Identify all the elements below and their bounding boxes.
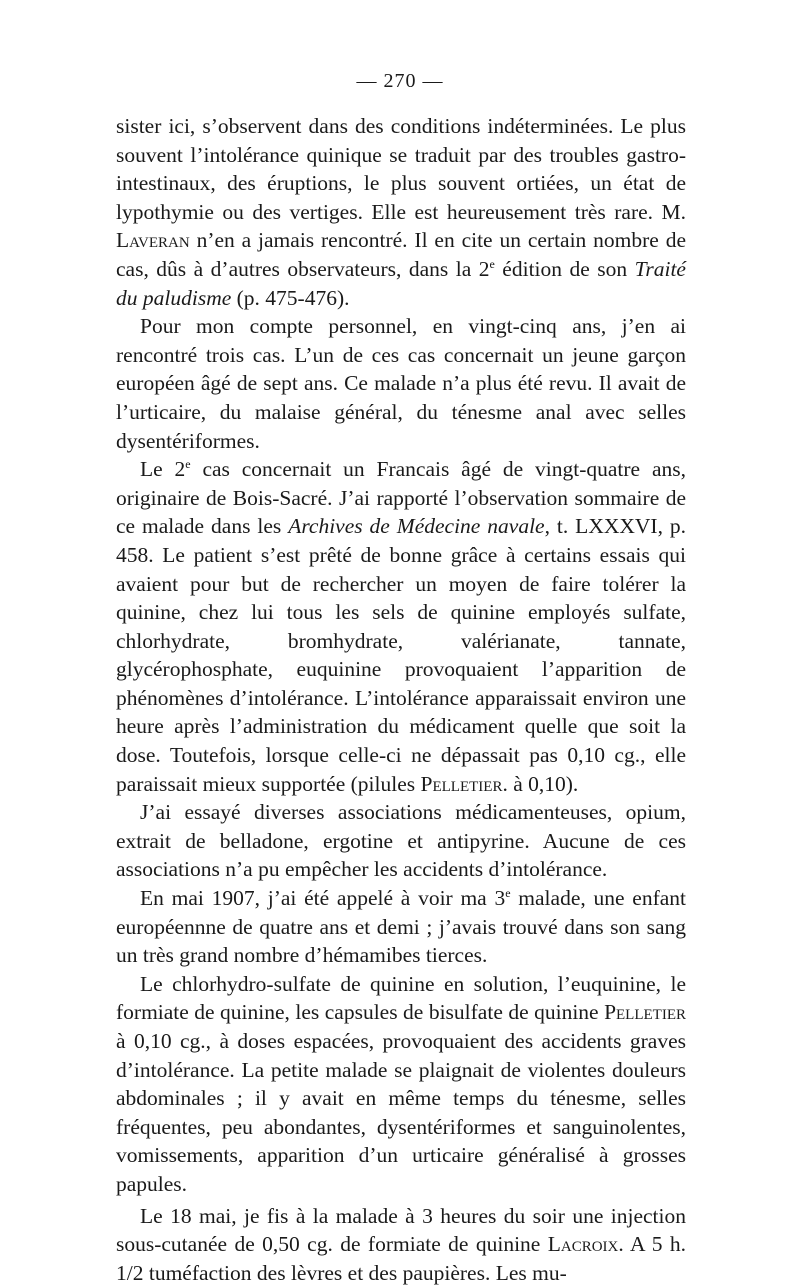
italic-text: Archives de Médecine navale <box>288 514 545 539</box>
author-name: Pelletier <box>604 1000 686 1025</box>
paragraph <box>116 1202 686 1287</box>
paragraph <box>116 455 686 798</box>
paragraph <box>116 884 686 970</box>
text-run: , t. LXXXVI, p. 458. Le patient s’est prêté de bonne grâce à certains essais qui avaient pour but de rechercher un moyen de faire tolérer la quinine, chez lui tous les sels de quinine employés sulfate, chlorhydrate, bromhydrate, valérianate, tannate, glycérophosphate, euquinine provoquaient l’apparition de phénomènes d’intolérance. L’intolérance apparaissait environ une heure après l’administration du médicament quelle que soit la dose. Toutefois, lorsque celle-ci ne dépassait pas 0,10 cg., elle paraissait mieux supportée (pilules <box>116 514 687 796</box>
page-number: — 270 — <box>356 70 444 92</box>
text-run: à 0,10 cg., à doses espacées, provoquaient des accidents graves d’intolérance. La petite malade se plaignait de violentes douleurs abdominales ; il y avait en même temps du ténesme, selles fréquentes, peu abondantes, dysentériformes et sanguinolentes, vomissements, apparition d’un urticaire généralisé à grosses papules. <box>116 1029 686 1196</box>
author-name: Lacroix <box>547 1232 619 1257</box>
text-run: . à 0,10). <box>502 771 579 796</box>
author-name: Pelletier <box>420 771 503 796</box>
body-text <box>116 112 686 1287</box>
paragraph <box>116 112 686 312</box>
superscript: e <box>505 885 511 900</box>
italic-text: Traité du paludisme <box>116 256 686 310</box>
text-run: édition de son <box>494 256 635 281</box>
superscript: e <box>185 456 191 471</box>
text-run: . A 5 h. 1/2 tuméfaction des lèvres et des paupières. Les mu- <box>116 1232 687 1285</box>
text-run: sister ici, s’observent dans des conditions indéterminées. Le plus souvent l’intolérance quinique se traduit par des troubles gastro-intestinaux, des éruptions, le plus souvent ortiées, un état de lypothymie ou des vertiges. Elle est heureusement très rare. M. <box>116 114 686 224</box>
superscript: e <box>489 256 495 271</box>
text-run: En mai 1907, j’ai été appelé à voir ma 3 <box>140 886 506 911</box>
text-run: malade, une enfant européennne de quatre ans et demi ; j’avais trouvé dans son sang un très grand nombre d’hémamibes tierces. <box>116 886 686 968</box>
text-run: Le 2 <box>140 457 186 482</box>
text-run: Pour mon compte personnel, en vingt-cinq ans, j’en ai rencontré trois cas. L’un de ces cas concernait un jeune garçon européen âgé de sept ans. Ce malade n’a plus été revu. Il avait de l’urticaire, du malaise général, du ténesme anal avec selles dysentériformes. <box>116 314 686 453</box>
text-run: Le 18 mai, je fis à la malade à 3 heures du soir une injection sous-cutanée de 0,50 cg. de formiate de quinine <box>116 1203 686 1257</box>
text-run: n’en a jamais rencontré. Il en cite un certain nombre de cas, dûs à d’autres observateurs, dans la 2 <box>116 228 686 281</box>
paragraph <box>116 312 686 455</box>
author-name: Laveran <box>116 228 190 253</box>
text-run: (p. 475-476). <box>231 285 350 310</box>
text-run: Le chlorhydro-sulfate de quinine en solution, l’euquinine, le formiate de quinine, les capsules de bisulfate de quinine <box>116 971 686 1025</box>
paragraph <box>116 970 686 1199</box>
paragraph <box>116 798 686 884</box>
text-run: cas concernait un Francais âgé de vingt-quatre ans, originaire de Bois-Sacré. J’ai rapporté l’observation sommaire de ce malade dans les <box>116 457 686 539</box>
text-run: J’ai essayé diverses associations médicamenteuses, opium, extrait de belladone, ergotine et antipyrine. Aucune de ces associations n’a pu empêcher les accidents d’intolérance. <box>116 800 686 882</box>
